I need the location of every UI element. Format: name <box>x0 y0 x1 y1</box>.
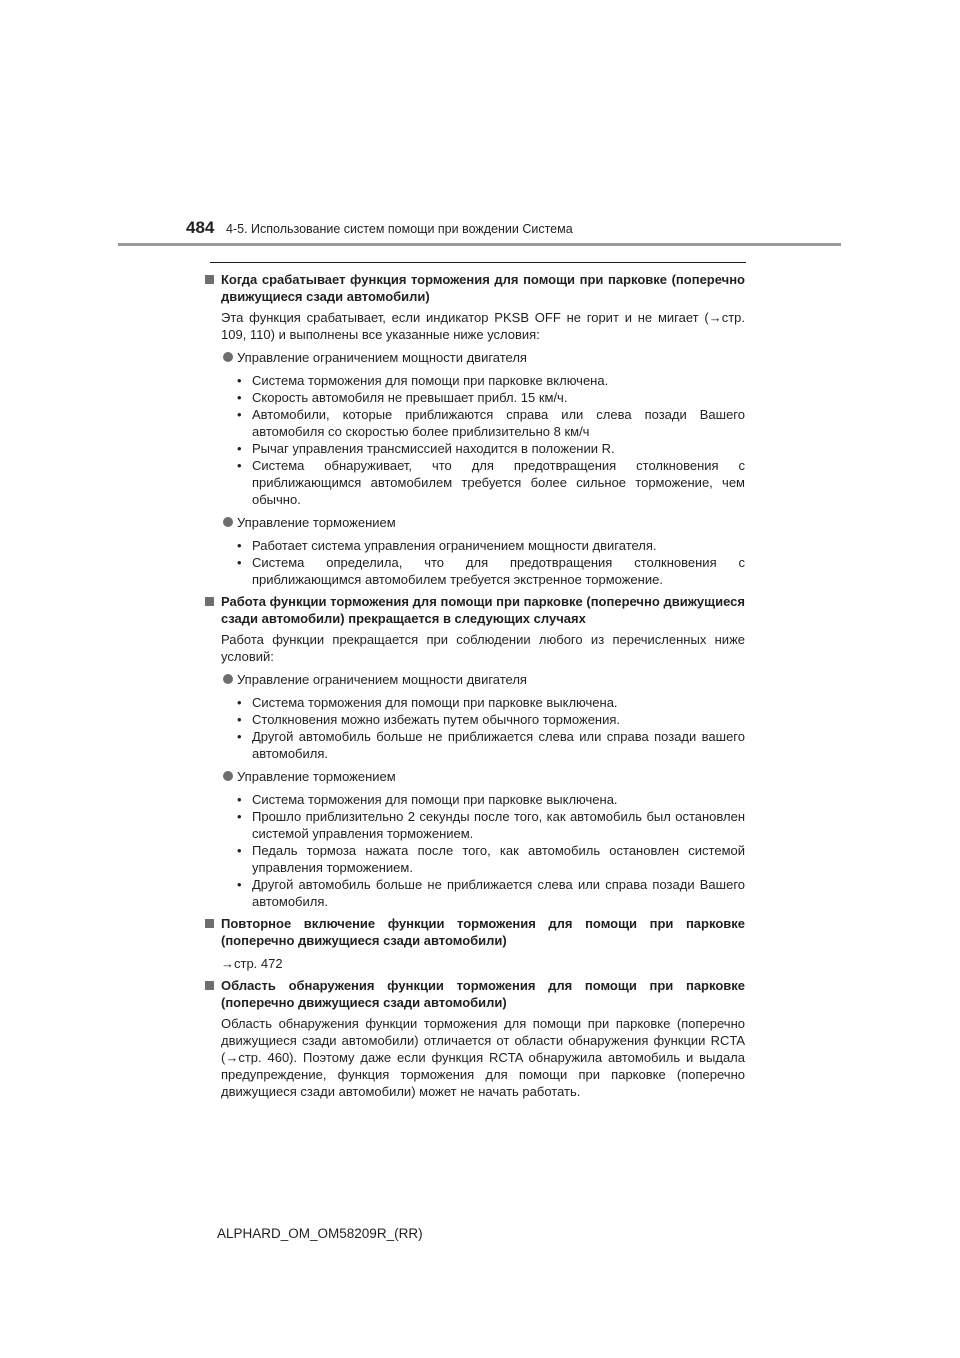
section-heading <box>205 271 745 305</box>
page-reference: →стр. 472 <box>221 956 283 971</box>
list-item: • Автомобили, которые приближаются справа или слева позади Вашего автомобиля со скоростью более приблизительно 8 км/ч <box>237 407 745 439</box>
list-item: • Система определила, что для предотвращения столкновения с приближающимся автомобилем требуется экстренное торможение. <box>237 555 745 587</box>
subsection-heading <box>205 514 745 531</box>
square-bullet-icon <box>205 597 214 606</box>
running-head: 4-5. Использование систем помощи при вождении Система <box>226 222 573 236</box>
section-heading <box>205 915 745 949</box>
list-item: • Система обнаруживает, что для предотвращения столкновения с приближающимся автомобилем требуется более сильное торможение, чем обычно. <box>237 458 745 507</box>
list-item: • Столкновения можно избежать путем обычного торможения. <box>237 712 621 727</box>
section-title: Работа функции торможения для помощи при парковке (поперечно движущиеся сзади автомобили) прекращается в следующих случаях <box>221 594 745 626</box>
section-title: Повторное включение функции торможения для помощи при парковке (поперечно движущиеся сзади автомобили) <box>221 916 745 948</box>
subsection-heading <box>205 349 745 366</box>
subsection-heading <box>205 768 745 785</box>
subsection-label: Управление ограничением мощности двигателя <box>237 672 527 687</box>
list-item: • Прошло приблизительно 2 секунды после того, как автомобиль был остановлен системой управления торможением. <box>237 809 745 841</box>
bullet-list <box>205 694 745 762</box>
section-intro: Область обнаружения функции торможения для помощи при парковке (поперечно движущиеся сзади автомобили) отличается от области обнаружения функции RCTA (→стр. 460). Поэтому даже если функция RCTA обнаружила автомобиль и выдала предупреждение, функция торможения для помощи при парковке (поперечно движущиеся сзади автомобили) может не начать работать. <box>221 1016 745 1099</box>
bullet-list <box>205 537 745 588</box>
square-bullet-icon <box>205 919 214 928</box>
circle-bullet-icon <box>223 352 233 362</box>
circle-bullet-icon <box>223 771 233 781</box>
section-rule <box>210 262 746 263</box>
list-item: • Система торможения для помощи при парковке выключена. <box>237 792 618 807</box>
list-item: • Система торможения для помощи при парковке выключена. <box>237 695 618 710</box>
section-intro: Работа функции прекращается при соблюдении любого из перечисленных ниже условий: <box>221 632 745 664</box>
circle-bullet-icon <box>223 517 233 527</box>
bullet-list <box>205 372 745 508</box>
bullet-list <box>205 791 745 910</box>
subsection-label: Управление торможением <box>237 769 396 784</box>
section-heading <box>205 593 745 627</box>
document-code: ALPHARD_OM_OM58209R_(RR) <box>217 1226 423 1241</box>
page-number: 484 <box>186 218 215 237</box>
section-title: Когда срабатывает функция торможения для помощи при парковке (поперечно движущиеся сзади автомобили) <box>221 272 745 304</box>
section-intro: Эта функция срабатывает, если индикатор PKSB OFF не горит и не мигает (→стр. 109, 110) и выполнены все указанные ниже условия: <box>221 310 745 342</box>
header-rule <box>118 243 841 246</box>
square-bullet-icon <box>205 981 214 990</box>
section-heading <box>205 977 745 1011</box>
subsection-label: Управление торможением <box>237 515 396 530</box>
list-item: • Другой автомобиль больше не приближается слева или справа позади вашего автомобиля. <box>237 729 745 761</box>
list-item: • Другой автомобиль больше не приближается слева или справа позади Вашего автомобиля. <box>237 877 745 909</box>
square-bullet-icon <box>205 275 214 284</box>
page-header <box>186 218 866 246</box>
section-title: Область обнаружения функции торможения для помощи при парковке (поперечно движущиеся сзади автомобили) <box>221 978 745 1010</box>
circle-bullet-icon <box>223 674 233 684</box>
list-item: • Педаль тормоза нажата после того, как автомобиль остановлен системой управления торможением. <box>237 843 745 875</box>
list-item: • Скорость автомобиля не превышает прибл. 15 км/ч. <box>237 390 568 405</box>
list-item: • Работает система управления ограничением мощности двигателя. <box>237 538 657 553</box>
subsection-label: Управление ограничением мощности двигателя <box>237 350 527 365</box>
subsection-heading <box>205 671 745 688</box>
list-item: • Система торможения для помощи при парковке включена. <box>237 373 609 388</box>
list-item: • Рычаг управления трансмиссией находится в положении R. <box>237 441 615 456</box>
main-content <box>205 266 745 1100</box>
